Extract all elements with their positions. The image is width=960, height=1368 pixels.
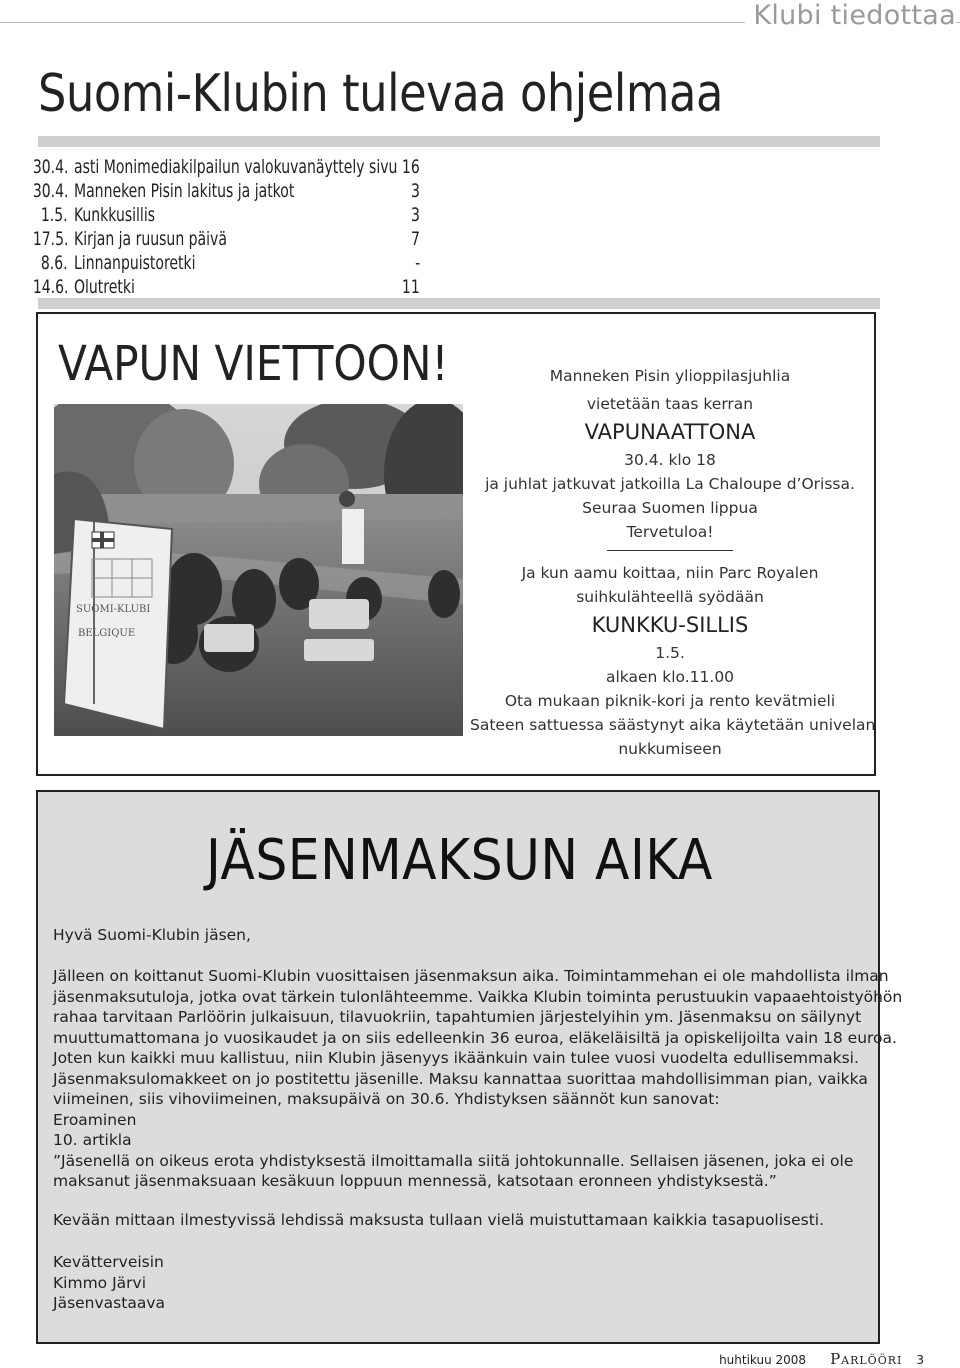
title-divider-bar [38, 136, 880, 147]
schedule-item [38, 252, 428, 276]
footer-date: huhtikuu 2008 [719, 1353, 807, 1367]
page-footer [719, 1350, 924, 1368]
invite-line: ja juhlat jatkuvat jatkoilla La Chaloupe d’Orissa. [485, 475, 855, 493]
invite-line: Seuraa Suomen lippua [582, 499, 758, 517]
event-heading-vapunaatto: VAPUNAATTONA [584, 420, 756, 444]
signature-block [53, 1252, 165, 1314]
invite-line: Ja kun aamu koittaa, niin Parc Royalen [521, 564, 819, 582]
picnic-photo [54, 404, 463, 736]
closing-note: Kevään mittaan ilmestyvissä lehdissä maksusta tullaan vielä muistuttamaan kaikkia tasapuolisesti. [53, 1211, 825, 1229]
schedule-date: 30.4. [32, 180, 68, 202]
invite-line: 1.5. [655, 644, 685, 662]
schedule-event: Kunkkusillis [74, 204, 156, 226]
event-heading-kunkkusillis: KUNKKU-SILLIS [591, 613, 749, 637]
body-line: Jäsenmaksulomakkeet on jo postitettu jäsenille. Maksu kannattaa suorittaa mahdollisimman pian, vaikka [53, 1069, 868, 1088]
membership-body [53, 966, 903, 1192]
body-line: rahaa tarvitaan Parlöörin julkaisuun, tilavuokriin, tapahtumien järjestelyihin ym. Jäsenmaksu on säilynyt [53, 1008, 862, 1026]
body-line: maksanut jäsenmaksuaan kesäkuun loppuun mennessä, katsotaan eronneen yhdistyksestä.” [53, 1172, 777, 1190]
schedule-date: 30.4. [32, 156, 68, 178]
schedule-date: 14.6. [32, 276, 68, 298]
invite-line: alkaen klo.11.00 [605, 668, 735, 686]
schedule-event: asti Monimediakilpailun valokuvanäyttely sivu [74, 156, 398, 178]
sign-text-2: BELGIQUE [78, 628, 136, 639]
schedule-date: 17.5. [32, 228, 68, 250]
magazine-name: Parlööri [830, 1350, 903, 1368]
body-line: Eroaminen [53, 1110, 137, 1129]
invite-line: Ota mukaan piknik-kori ja rento kevätmieli [504, 692, 836, 710]
schedule-event: Linnanpuistoretki [74, 252, 196, 274]
schedule-item [32, 156, 428, 180]
invite-line: nukkumiseen [618, 740, 722, 758]
schedule-item [32, 228, 428, 252]
invite-line: Tervetuloa! [626, 523, 714, 541]
schedule-page: - [414, 252, 420, 274]
schedule-page: 3 [411, 204, 420, 226]
schedule-date: 1.5. [41, 204, 68, 226]
schedule-event: Olutretki [74, 276, 135, 298]
sign-text-1: SUOMI-KLUBI [76, 604, 151, 615]
greeting: Hyvä Suomi-Klubin jäsen, [53, 926, 251, 944]
body-line: jäsenmaksutuloja, jotka ovat tärkein tulonlähteemme. Vaikka Klubin toiminta perustuukin vapaaehtoistyöhön [53, 987, 903, 1006]
schedule-list [32, 156, 428, 300]
section-header: Klubi tiedottaa [745, 0, 956, 31]
schedule-item [32, 180, 428, 204]
invite-line: Manneken Pisin ylioppilasjuhlia [549, 367, 791, 385]
page-title: Suomi-Klubin tulevaa ohjelmaa [38, 64, 723, 124]
body-line: ”Jäsenellä on oikeus erota yhdistyksestä ilmoittamalla siitä johtokunnalle. Sellaisen jäsenen, joka ei ole [53, 1151, 854, 1170]
schedule-item [38, 204, 428, 228]
schedule-page: 7 [411, 228, 420, 250]
schedule-date: 8.6. [41, 252, 68, 274]
invite-line: 30.4. klo 18 [624, 451, 716, 469]
membership-heading: JÄSENMAKSUN AIKA [206, 828, 713, 893]
body-line: 10. artikla [53, 1131, 132, 1149]
schedule-divider-bar [38, 298, 880, 309]
invite-line: vietetään taas kerran [586, 395, 754, 413]
vappu-heading: VAPUN VIETTOON! [58, 336, 449, 392]
signature-line: Jäsenvastaava [53, 1294, 165, 1312]
body-line: Joten kun kaikki muu kallistuu, niin Klubin jäsenyys ikäänkuin vain tulee vuosi vuodelta edullisemmaksi. [53, 1049, 859, 1067]
body-line: Jälleen on koittanut Suomi-Klubin vuosittaisen jäsenmaksun aika. Toimintammehan ei ole mahdollista ilman [53, 967, 889, 985]
body-line: viimeinen, siis vihoviimeinen, maksupäivä on 30.6. Yhdistyksen säännöt kun sanovat: [53, 1090, 720, 1108]
schedule-item [32, 276, 428, 300]
schedule-page: 3 [411, 180, 420, 202]
signature-line: Kevätterveisin [53, 1253, 164, 1271]
page-number: 3 [916, 1353, 924, 1367]
signature-line: Kimmo Järvi [53, 1273, 146, 1292]
schedule-event: Manneken Pisin lakitus ja jatkot [74, 180, 295, 202]
schedule-event: Kirjan ja ruusun päivä [74, 228, 227, 250]
invite-line: Sateen sattuessa säästynyt aika käytetään univelan [470, 716, 876, 734]
schedule-page: 16 [402, 156, 420, 178]
schedule-page: 11 [402, 276, 420, 298]
invite-line: suihkulähteellä syödään [576, 588, 764, 606]
vappu-invitation-text [470, 364, 876, 761]
body-line: muuttumattomana jo vuosikaudet ja on siis edelleenkin 36 euroa, eläkeläisiltä ja opiskelijoilta vain 18 euroa. [53, 1028, 897, 1047]
section-divider [607, 550, 733, 551]
